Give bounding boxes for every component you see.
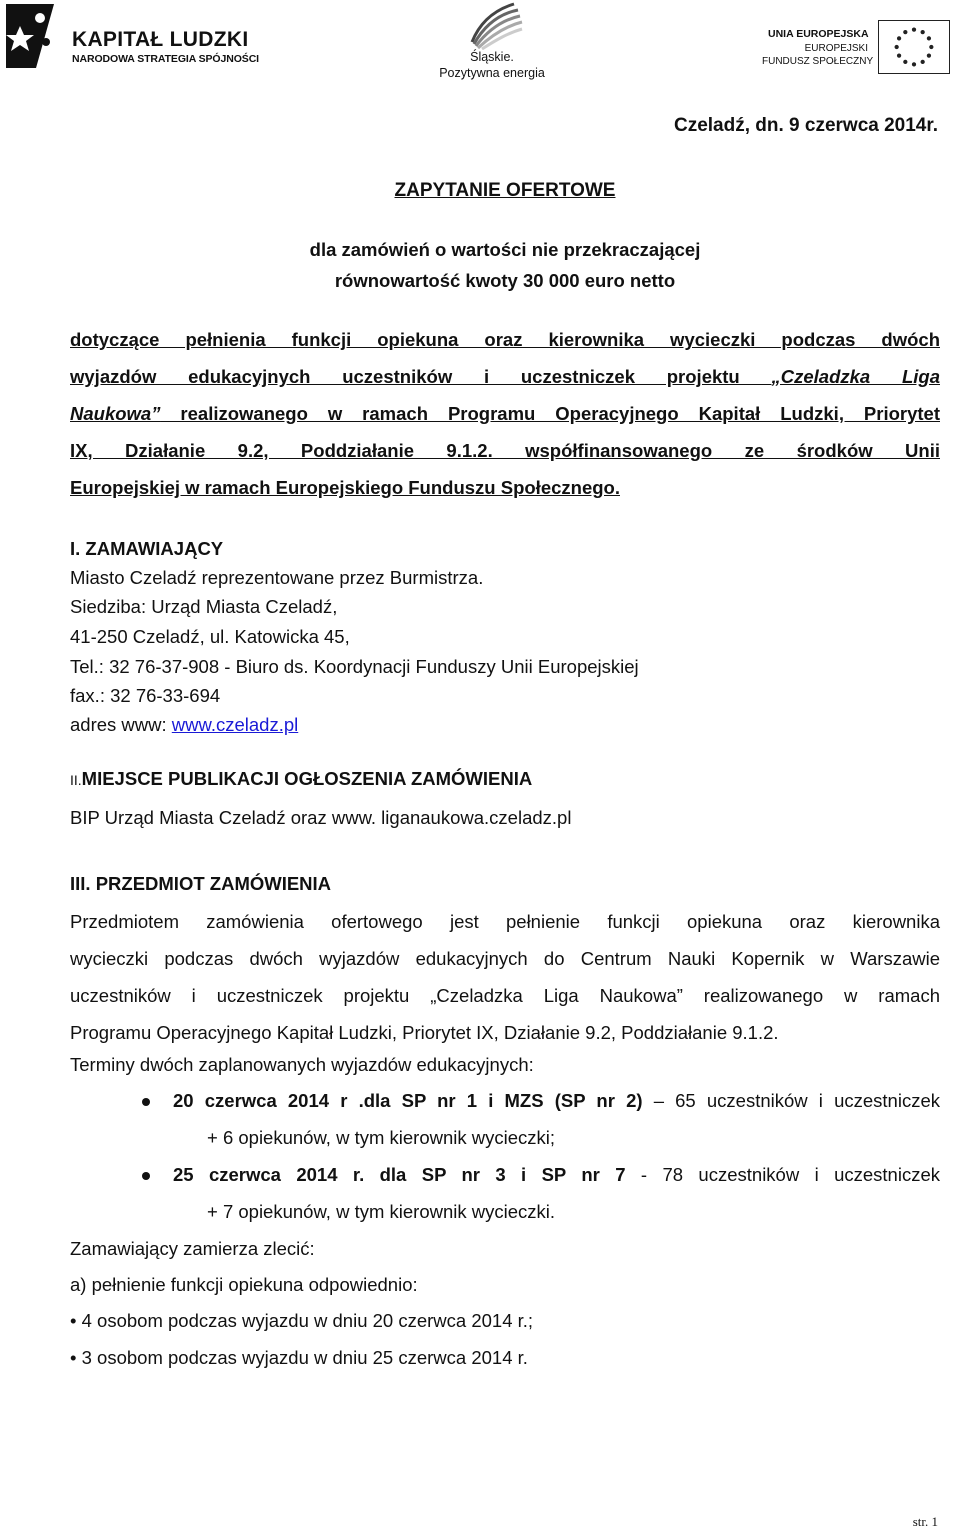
section-2-text: BIP Urząd Miasta Czeladź oraz www. liganaukowa.czeladz.pl bbox=[70, 807, 572, 828]
trip-1-bullet bbox=[142, 1098, 150, 1106]
www-label: adres www: bbox=[70, 714, 172, 735]
slaskie-name: Śląskie. bbox=[470, 50, 514, 64]
section-1-heading: I. ZAMAWIAJĄCY bbox=[70, 538, 224, 559]
trip-1-count: – 65 uczestników i uczestniczek bbox=[642, 1090, 940, 1111]
eu-logo bbox=[762, 20, 952, 80]
page-number: str. 1 bbox=[912, 1514, 938, 1529]
sub-item-1: • 4 osobom podczas wyjazdu w dniu 20 czerwca 2014 r.; bbox=[70, 1310, 534, 1331]
section-3-para-line-3: uczestników i uczestniczek projektu „Czeladzka Liga Naukowa” realizowanego w ramach bbox=[70, 985, 940, 1006]
terms-intro: Terminy dwóch zaplanowanych wyjazdów edukacyjnych: bbox=[70, 1054, 534, 1075]
slaskie-claim: Pozytywna energia bbox=[439, 66, 545, 80]
sub-item-2: • 3 osobom podczas wyjazdu w dniu 25 czerwca 2014 r. bbox=[70, 1347, 528, 1368]
subject-line-5: Europejskiej w ramach Europejskiego Funduszu Społecznego. bbox=[70, 477, 620, 498]
section-1-line-2: Siedziba: Urząd Miasta Czeladź, bbox=[70, 596, 338, 617]
section-1-line-1: Miasto Czeladź reprezentowane przez Burmistrza. bbox=[70, 567, 484, 588]
subject-paragraph bbox=[70, 321, 940, 506]
ue-title: UNIA EUROPEJSKA bbox=[768, 28, 869, 40]
trip-1-line-2: + 6 opiekunów, w tym kierownik wycieczki; bbox=[207, 1127, 556, 1148]
www-link[interactable]: www.czeladz.pl bbox=[171, 714, 299, 735]
section-1-line-3: 41-250 Czeladź, ul. Katowicka 45, bbox=[70, 626, 350, 647]
section-3-para-line-1: Przedmiotem zamówienia ofertowego jest pełnienie funkcji opiekuna oraz kierownika bbox=[70, 911, 940, 932]
project-name-part-2: Naukowa” bbox=[70, 403, 161, 424]
section-2-heading-row bbox=[70, 768, 532, 790]
subject-line-1: dotyczące pełnienia funkcji opiekuna oraz kierownika wycieczki podczas dwóch bbox=[70, 329, 940, 350]
subject-line-2a: wyjazdów edukacyjnych uczestników i uczestniczek projektu bbox=[70, 366, 772, 387]
trip-1-line-1 bbox=[173, 1090, 940, 1112]
trip-2-bullet bbox=[142, 1172, 150, 1180]
kapital-ludzki-logo bbox=[6, 4, 259, 68]
subject-line-4: IX, Działanie 9.2, Poddziałanie 9.1.2. współfinansowanego ze środków Unii bbox=[70, 440, 940, 461]
section-2-number: II. bbox=[70, 772, 82, 788]
document-date: Czeladź, dn. 9 czerwca 2014r. bbox=[673, 115, 938, 136]
document-title: ZAPYTANIE OFERTOWE bbox=[394, 180, 616, 201]
section-3-paragraph bbox=[70, 903, 940, 1051]
subject-line-3b: realizowanego w ramach Programu Operacyjnego Kapitał Ludzki, Priorytet bbox=[160, 403, 940, 424]
trip-2-line-2: + 7 opiekunów, w tym kierownik wycieczki. bbox=[207, 1201, 556, 1222]
section-3-heading: III. PRZEDMIOT ZAMÓWIENIA bbox=[70, 873, 332, 894]
trip-2-date: 25 czerwca 2014 r. dla SP nr 3 i SP nr 7 bbox=[173, 1164, 626, 1185]
section-2-heading: MIEJSCE PUBLIKACJI OGŁOSZENIA ZAMÓWIENIA bbox=[81, 768, 533, 789]
section-3-para-line-4: Programu Operacyjnego Kapitał Ludzki, Priorytet IX, Działanie 9.2, Poddziałanie 9.1.2. bbox=[70, 1022, 779, 1043]
section-1-www-row bbox=[70, 714, 298, 736]
item-a: a) pełnienie funkcji opiekuna odpowiednio: bbox=[70, 1274, 418, 1295]
trip-1-date: 20 czerwca 2014 r .dla SP nr 1 i MZS (SP nr 2) bbox=[173, 1090, 643, 1111]
intent-line: Zamawiający zamierza zlecić: bbox=[70, 1238, 315, 1259]
subject-line-2 bbox=[70, 358, 940, 395]
eu-flag-icon bbox=[878, 20, 950, 74]
ue-line2: EUROPEJSKI bbox=[804, 43, 868, 54]
project-name-part-1: „Czeladzka Liga bbox=[771, 366, 940, 387]
kl-title: KAPITAŁ LUDZKI bbox=[72, 28, 249, 51]
section-1-line-4: Tel.: 32 76-37-908 - Biuro ds. Koordynacji Funduszy Unii Europejskiej bbox=[70, 656, 639, 677]
subtitle-line-1: dla zamówień o wartości nie przekraczającej bbox=[309, 239, 701, 260]
trip-2-line-1 bbox=[173, 1164, 940, 1186]
section-1-line-5: fax.: 32 76-33-694 bbox=[70, 685, 221, 706]
kapital-ludzki-emblem-icon bbox=[6, 4, 62, 68]
kl-subtitle: NARODOWA STRATEGIA SPÓJNOŚCI bbox=[72, 53, 259, 65]
slaskie-wave-icon bbox=[432, 2, 552, 50]
subtitle-line-2: równowartość kwoty 30 000 euro netto bbox=[334, 270, 676, 291]
section-3-para-line-2: wycieczki podczas dwóch wyjazdów edukacyjnych do Centrum Nauki Kopernik w Warszawie bbox=[70, 948, 940, 969]
subject-line-3 bbox=[70, 395, 940, 432]
trip-2-count: - 78 uczestników i uczestniczek bbox=[625, 1164, 940, 1185]
slaskie-logo bbox=[432, 2, 552, 82]
ue-line3: FUNDUSZ SPOŁECZNY bbox=[762, 56, 874, 67]
